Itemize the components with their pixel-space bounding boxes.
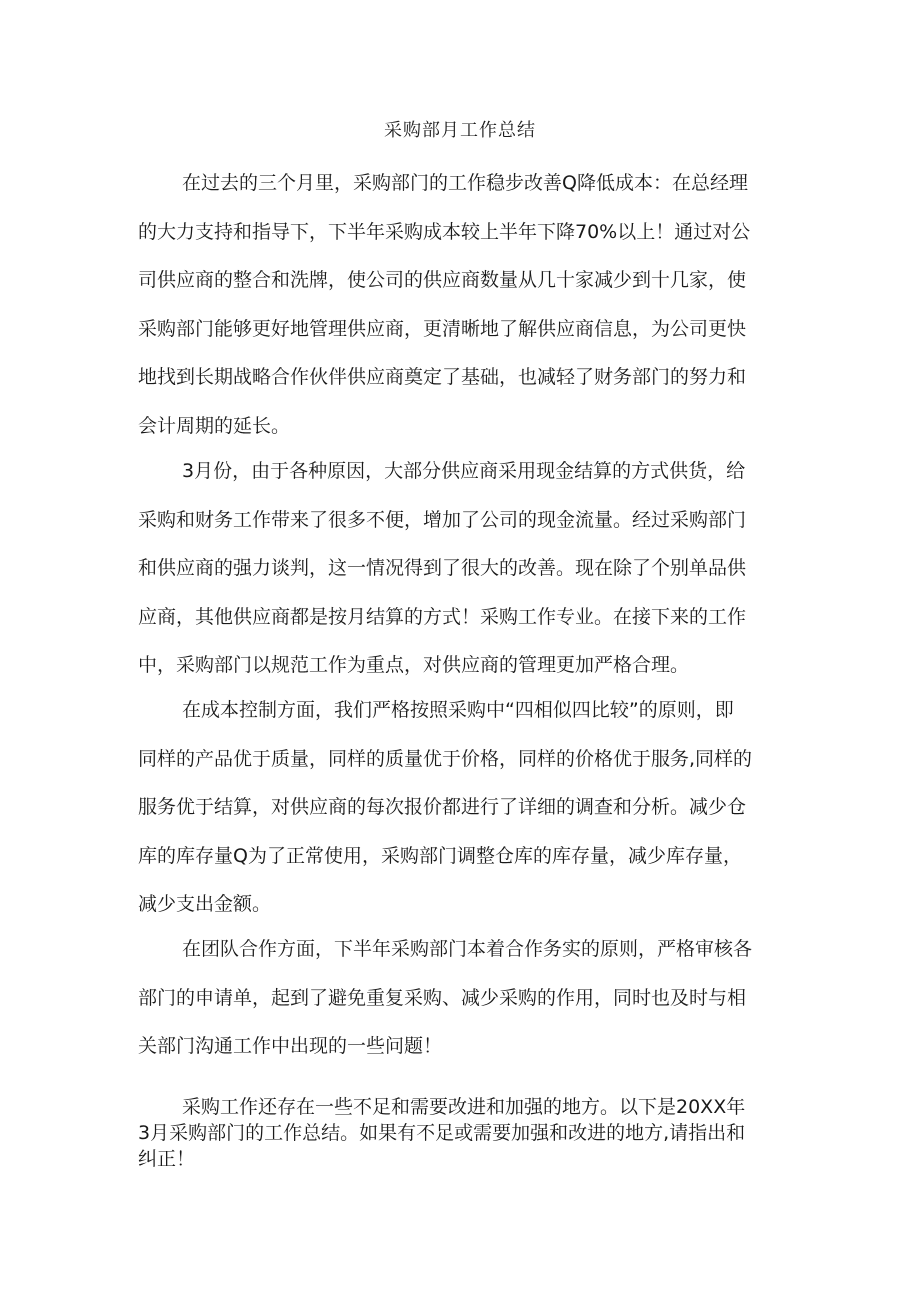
text-line: 司供应商的整合和洗牌，使公司的供应商数量从几十家减少到十几家，使 [138,269,747,292]
text-line: 会计周期的延长。 [138,414,291,437]
text-line: 采购和财务工作带来了很多不便，增加了公司的现金流量。经过采购部门 [138,508,747,531]
text-line: 地找到长期战略合作伙伴供应商奠定了基础，也减轻了财务部门的努力和 [138,366,747,389]
paragraph-2 [138,447,790,690]
text-line: 在成本控制方面，我们严格按照采购中“四相似四比较”的原则，即 [182,699,734,721]
paragraph-5 [138,1094,790,1172]
text-line: 采购部门能够更好地管理供应商，更清晰地了解供应商信息，为公司更快 [138,317,747,340]
paragraph-3 [138,686,790,929]
text-line: 中，采购部门以规范工作为重点，对供应商的管理更加严格合理。 [138,654,690,677]
text-line: 关部门沟通工作中出现的一些问题！ [138,1035,443,1058]
text-line: 同样的产品优于质量，同样的质量优于价格，同样的价格优于服务,同样的 [138,747,753,770]
text-line: 采购工作还存在一些不足和需要改进和加强的地方。以下是20XX年 [182,1096,746,1118]
text-line: 库的库存量Q为了正常使用，采购部门调整仓库的库存量，减少库存量， [138,844,742,867]
text-line: 的大力支持和指导下，下半年采购成本较上半年下降70%以上！通过对公 [138,220,751,243]
text-line: 在团队合作方面，下半年采购部门本着合作务实的原则，严格审核各 [182,938,753,960]
document-title: 采购部月工作总结 [384,120,536,141]
text-line: 在过去的三个月里，采购部门的工作稳步改善Q降低成本：在总经理 [182,172,748,194]
text-line: 减少支出金额。 [138,893,272,916]
text-line: 应商，其他供应商都是按月结算的方式！采购工作专业。在接下来的工作 [138,605,747,628]
text-line: 和供应商的强力谈判，这一情况得到了很大的改善。现在除了个别单品供 [138,557,747,580]
text-line: 3月份，由于各种原因，大部分供应商采用现金结算的方式供货，给 [182,460,746,482]
paragraph-4 [138,925,790,1071]
text-line: 纠正！ [138,1148,196,1170]
text-line: 3月采购部门的工作总结。如果有不足或需要加强和改进的地方,请指出和 [138,1122,746,1144]
paragraph-1 [138,159,790,451]
text-line: 部门的申请单，起到了避免重复采购、减少采购的作用，同时也及时与相 [138,986,747,1009]
text-line: 服务优于结算，对供应商的每次报价都进行了详细的调查和分析。减少仓 [138,796,747,819]
